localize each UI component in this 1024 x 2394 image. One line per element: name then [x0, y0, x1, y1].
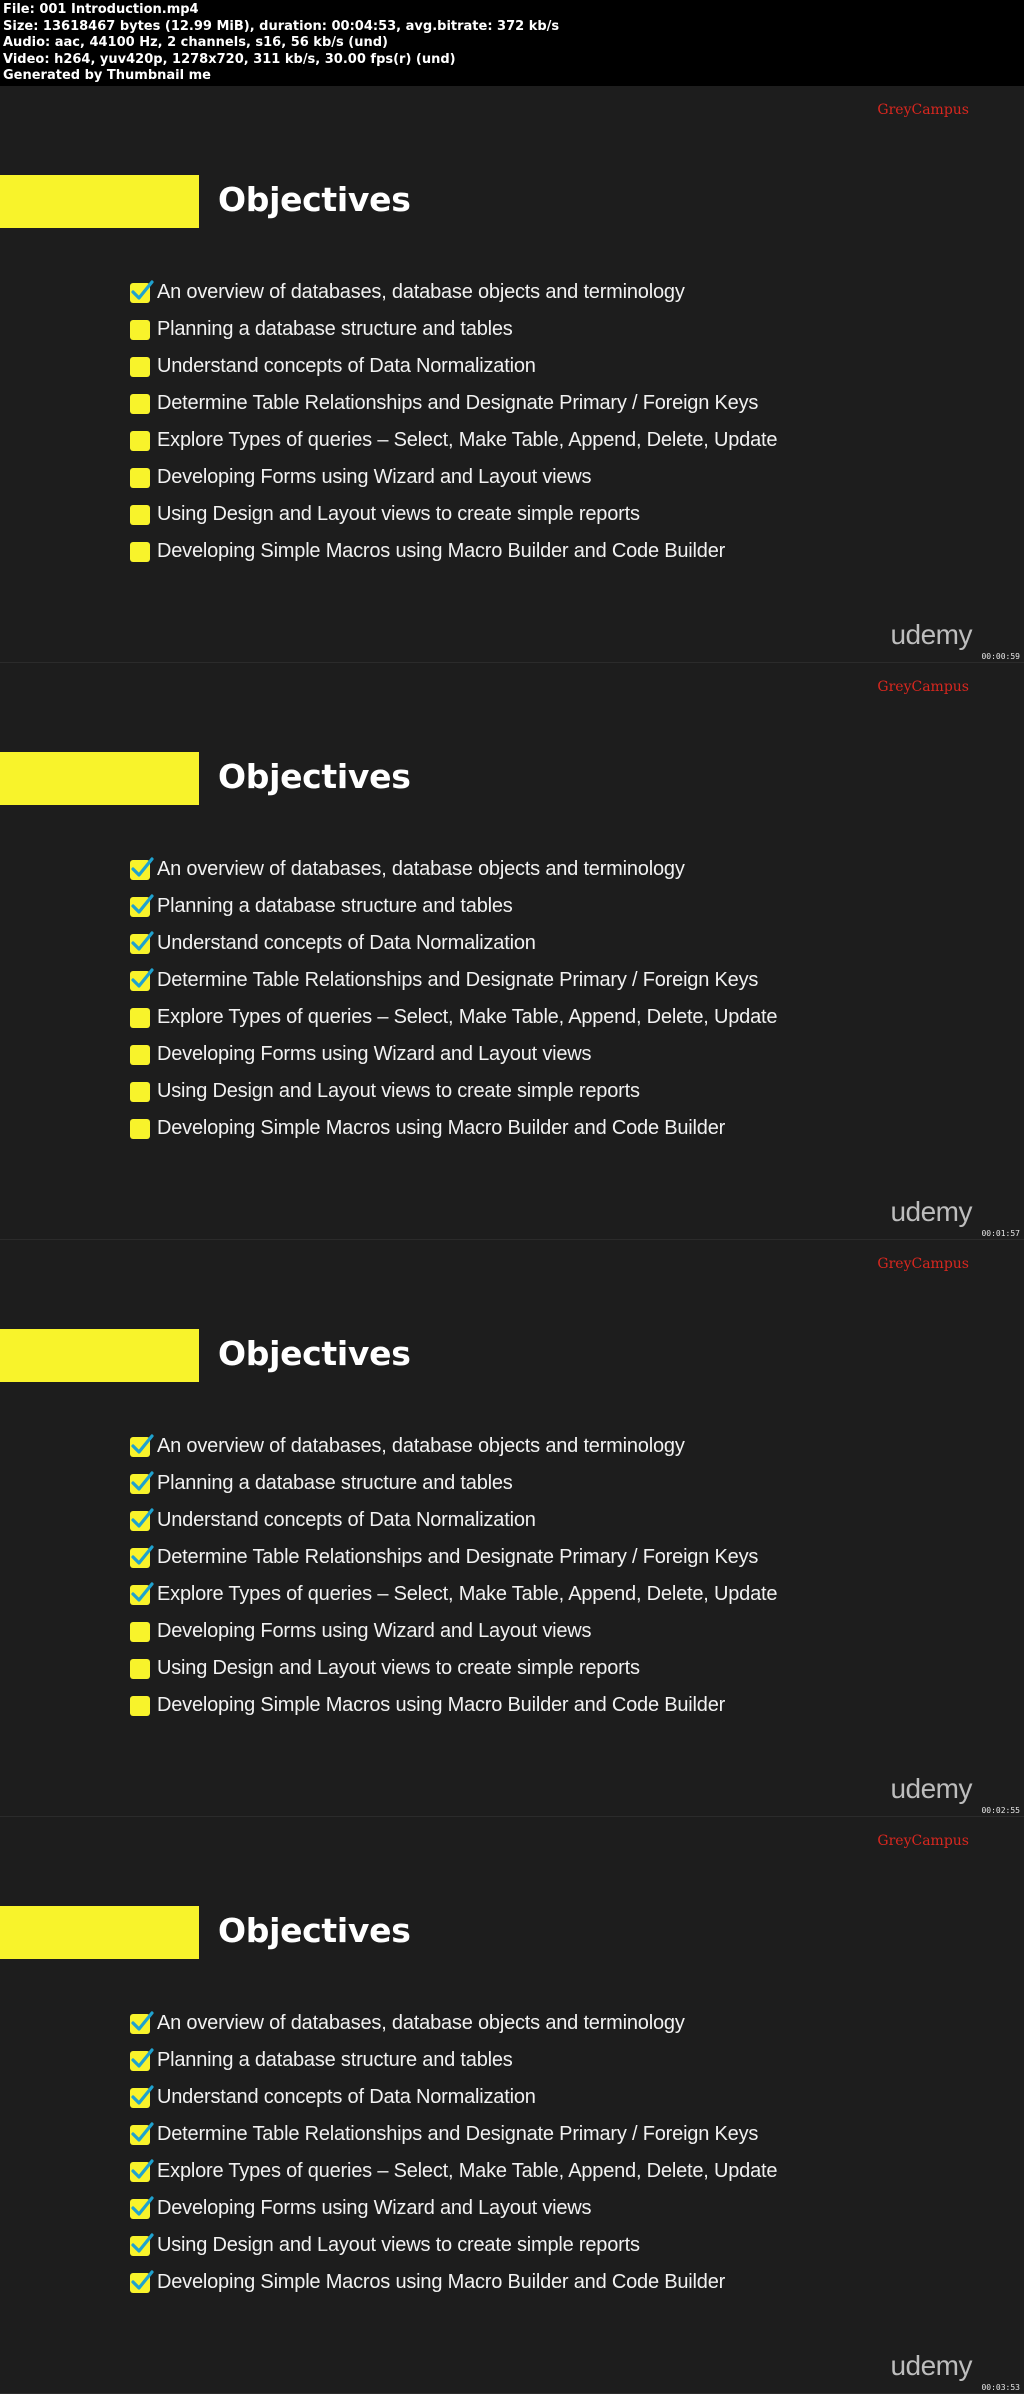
- objective-item: [130, 385, 777, 422]
- objective-label: Developing Simple Macros using Macro Builder and Code Builder: [157, 2271, 726, 2293]
- objective-label: Developing Forms using Wizard and Layout views: [157, 1043, 592, 1065]
- unchecked-box-icon: [130, 1622, 150, 1642]
- checked-box-icon: [130, 1585, 150, 1605]
- unchecked-box-icon: [130, 468, 150, 488]
- check-icon: [130, 1433, 154, 1457]
- unchecked-box-icon: [130, 357, 150, 377]
- objective-label: Using Design and Layout views to create simple reports: [157, 2234, 640, 2256]
- objective-label: An overview of databases, database objects and terminology: [157, 1435, 685, 1457]
- objective-label: Planning a database structure and tables: [157, 2049, 513, 2071]
- slide-frame: [0, 663, 1024, 1240]
- objective-label: Explore Types of queries – Select, Make Table, Append, Delete, Update: [157, 2160, 778, 2182]
- checked-box-icon: [130, 2273, 150, 2293]
- objective-label: Using Design and Layout views to create simple reports: [157, 503, 640, 525]
- check-icon: [130, 2084, 154, 2108]
- checked-box-icon: [130, 2199, 150, 2219]
- objective-item: [130, 1073, 777, 1110]
- objective-item: [130, 1502, 777, 1539]
- video-info-header: [0, 0, 1024, 86]
- objective-item: [130, 1687, 777, 1724]
- checked-box-icon: [130, 1437, 150, 1457]
- checked-box-icon: [130, 934, 150, 954]
- check-icon: [130, 2232, 154, 2256]
- greycampus-logo: GreyCampus: [877, 1833, 969, 1849]
- objective-item: [130, 1110, 777, 1147]
- objective-item: [130, 1465, 777, 1502]
- slide-frame: [0, 86, 1024, 663]
- slide-frame: [0, 1817, 1024, 2394]
- objective-item: [130, 459, 777, 496]
- unchecked-box-icon: [130, 1119, 150, 1139]
- objective-item: [130, 348, 777, 385]
- objective-item: [130, 422, 777, 459]
- checked-box-icon: [130, 860, 150, 880]
- title-accent-bar: [0, 1906, 199, 1959]
- slide-title: Objectives: [218, 180, 411, 219]
- checked-box-icon: [130, 1548, 150, 1568]
- checked-box-icon: [130, 283, 150, 303]
- udemy-watermark: udemy: [890, 619, 972, 650]
- objective-item: [130, 2005, 777, 2042]
- check-icon: [130, 2010, 154, 2034]
- objective-label: Developing Forms using Wizard and Layout views: [157, 1620, 592, 1642]
- check-icon: [130, 967, 154, 991]
- objective-label: An overview of databases, database objects and terminology: [157, 858, 685, 880]
- objective-item: [130, 925, 777, 962]
- checked-box-icon: [130, 2236, 150, 2256]
- objective-item: [130, 999, 777, 1036]
- objective-item: [130, 888, 777, 925]
- objective-label: Determine Table Relationships and Designate Primary / Foreign Keys: [157, 392, 759, 414]
- check-icon: [130, 2047, 154, 2071]
- frame-timestamp: 00:03:53: [981, 2383, 1020, 2392]
- objective-item: [130, 851, 777, 888]
- check-icon: [130, 930, 154, 954]
- checked-box-icon: [130, 1511, 150, 1531]
- objective-item: [130, 1576, 777, 1613]
- objective-item: [130, 1613, 777, 1650]
- objective-label: Using Design and Layout views to create simple reports: [157, 1657, 640, 1679]
- objective-item: [130, 2153, 777, 2190]
- slide-frame: [0, 1240, 1024, 1817]
- objective-label: Planning a database structure and tables: [157, 1472, 513, 1494]
- objective-item: [130, 533, 777, 570]
- unchecked-box-icon: [130, 1008, 150, 1028]
- objective-label: Developing Simple Macros using Macro Builder and Code Builder: [157, 540, 726, 562]
- slide-title: Objectives: [218, 1911, 411, 1950]
- check-icon: [130, 2195, 154, 2219]
- checked-box-icon: [130, 1474, 150, 1494]
- objective-label: Developing Simple Macros using Macro Builder and Code Builder: [157, 1694, 726, 1716]
- objective-item: [130, 1428, 777, 1465]
- size-info: Size: 13618467 bytes (12.99 MiB), duration: 00:04:53, avg.bitrate: 372 kb/s: [3, 18, 560, 34]
- objective-label: Using Design and Layout views to create simple reports: [157, 1080, 640, 1102]
- checked-box-icon: [130, 2014, 150, 2034]
- checked-box-icon: [130, 971, 150, 991]
- unchecked-box-icon: [130, 1045, 150, 1065]
- objective-label: Determine Table Relationships and Designate Primary / Foreign Keys: [157, 2123, 759, 2145]
- unchecked-box-icon: [130, 394, 150, 414]
- greycampus-logo: GreyCampus: [877, 679, 969, 695]
- unchecked-box-icon: [130, 431, 150, 451]
- objective-label: An overview of databases, database objects and terminology: [157, 2012, 685, 2034]
- audio-info: Audio: aac, 44100 Hz, 2 channels, s16, 56 kb/s (und): [3, 35, 388, 50]
- objective-label: Understand concepts of Data Normalization: [157, 932, 536, 954]
- checked-box-icon: [130, 897, 150, 917]
- unchecked-box-icon: [130, 542, 150, 562]
- objective-label: Developing Forms using Wizard and Layout views: [157, 466, 592, 488]
- objective-item: [130, 2116, 777, 2153]
- objective-item: [130, 2264, 777, 2301]
- objective-item: [130, 311, 777, 348]
- objectives-list: [130, 851, 777, 1147]
- objective-label: Understand concepts of Data Normalization: [157, 2086, 536, 2108]
- objectives-list: [130, 2005, 777, 2301]
- greycampus-logo: GreyCampus: [877, 1256, 969, 1272]
- objective-label: Explore Types of queries – Select, Make Table, Append, Delete, Update: [157, 429, 778, 451]
- objective-item: [130, 496, 777, 533]
- title-accent-bar: [0, 752, 199, 805]
- objective-label: Planning a database structure and tables: [157, 318, 513, 340]
- objective-label: Understand concepts of Data Normalization: [157, 355, 536, 377]
- objective-item: [130, 2042, 777, 2079]
- objectives-list: [130, 1428, 777, 1724]
- objective-item: [130, 1036, 777, 1073]
- objective-item: [130, 1650, 777, 1687]
- frame-timestamp: 00:00:59: [981, 652, 1020, 661]
- check-icon: [130, 1581, 154, 1605]
- objective-item: [130, 962, 777, 999]
- title-accent-bar: [0, 1329, 199, 1382]
- objective-label: Developing Simple Macros using Macro Builder and Code Builder: [157, 1117, 726, 1139]
- check-icon: [130, 1470, 154, 1494]
- objective-label: Explore Types of queries – Select, Make Table, Append, Delete, Update: [157, 1583, 778, 1605]
- objectives-list: [130, 274, 777, 570]
- objective-item: [130, 2227, 777, 2264]
- udemy-watermark: udemy: [890, 2350, 972, 2381]
- objective-label: Planning a database structure and tables: [157, 895, 513, 917]
- unchecked-box-icon: [130, 320, 150, 340]
- check-icon: [130, 1544, 154, 1568]
- check-icon: [130, 2158, 154, 2182]
- unchecked-box-icon: [130, 1696, 150, 1716]
- frame-timestamp: 00:02:55: [981, 1806, 1020, 1815]
- checked-box-icon: [130, 2162, 150, 2182]
- slide-title: Objectives: [218, 1334, 411, 1373]
- check-icon: [130, 856, 154, 880]
- objective-item: [130, 2079, 777, 2116]
- udemy-watermark: udemy: [890, 1196, 972, 1227]
- udemy-watermark: udemy: [890, 1773, 972, 1804]
- objective-label: Explore Types of queries – Select, Make Table, Append, Delete, Update: [157, 1006, 778, 1028]
- objective-label: Determine Table Relationships and Designate Primary / Foreign Keys: [157, 969, 759, 991]
- title-accent-bar: [0, 175, 199, 228]
- checked-box-icon: [130, 2125, 150, 2145]
- objective-item: [130, 2190, 777, 2227]
- objective-item: [130, 274, 777, 311]
- checked-box-icon: [130, 2051, 150, 2071]
- greycampus-logo: GreyCampus: [877, 102, 969, 118]
- objective-label: An overview of databases, database objects and terminology: [157, 281, 685, 303]
- unchecked-box-icon: [130, 1659, 150, 1679]
- check-icon: [130, 279, 154, 303]
- file-info: File: 001 Introduction.mp4: [3, 2, 199, 17]
- generator-info: Generated by Thumbnail me: [3, 68, 211, 83]
- check-icon: [130, 2269, 154, 2293]
- objective-label: Determine Table Relationships and Designate Primary / Foreign Keys: [157, 1546, 759, 1568]
- slide-title: Objectives: [218, 757, 411, 796]
- objective-item: [130, 1539, 777, 1576]
- objective-label: Understand concepts of Data Normalization: [157, 1509, 536, 1531]
- frame-timestamp: 00:01:57: [981, 1229, 1020, 1238]
- video-info: Video: h264, yuv420p, 1278x720, 311 kb/s, 30.00 fps(r) (und): [3, 51, 456, 67]
- unchecked-box-icon: [130, 505, 150, 525]
- unchecked-box-icon: [130, 1082, 150, 1102]
- check-icon: [130, 1507, 154, 1531]
- check-icon: [130, 893, 154, 917]
- checked-box-icon: [130, 2088, 150, 2108]
- check-icon: [130, 2121, 154, 2145]
- objective-label: Developing Forms using Wizard and Layout views: [157, 2197, 592, 2219]
